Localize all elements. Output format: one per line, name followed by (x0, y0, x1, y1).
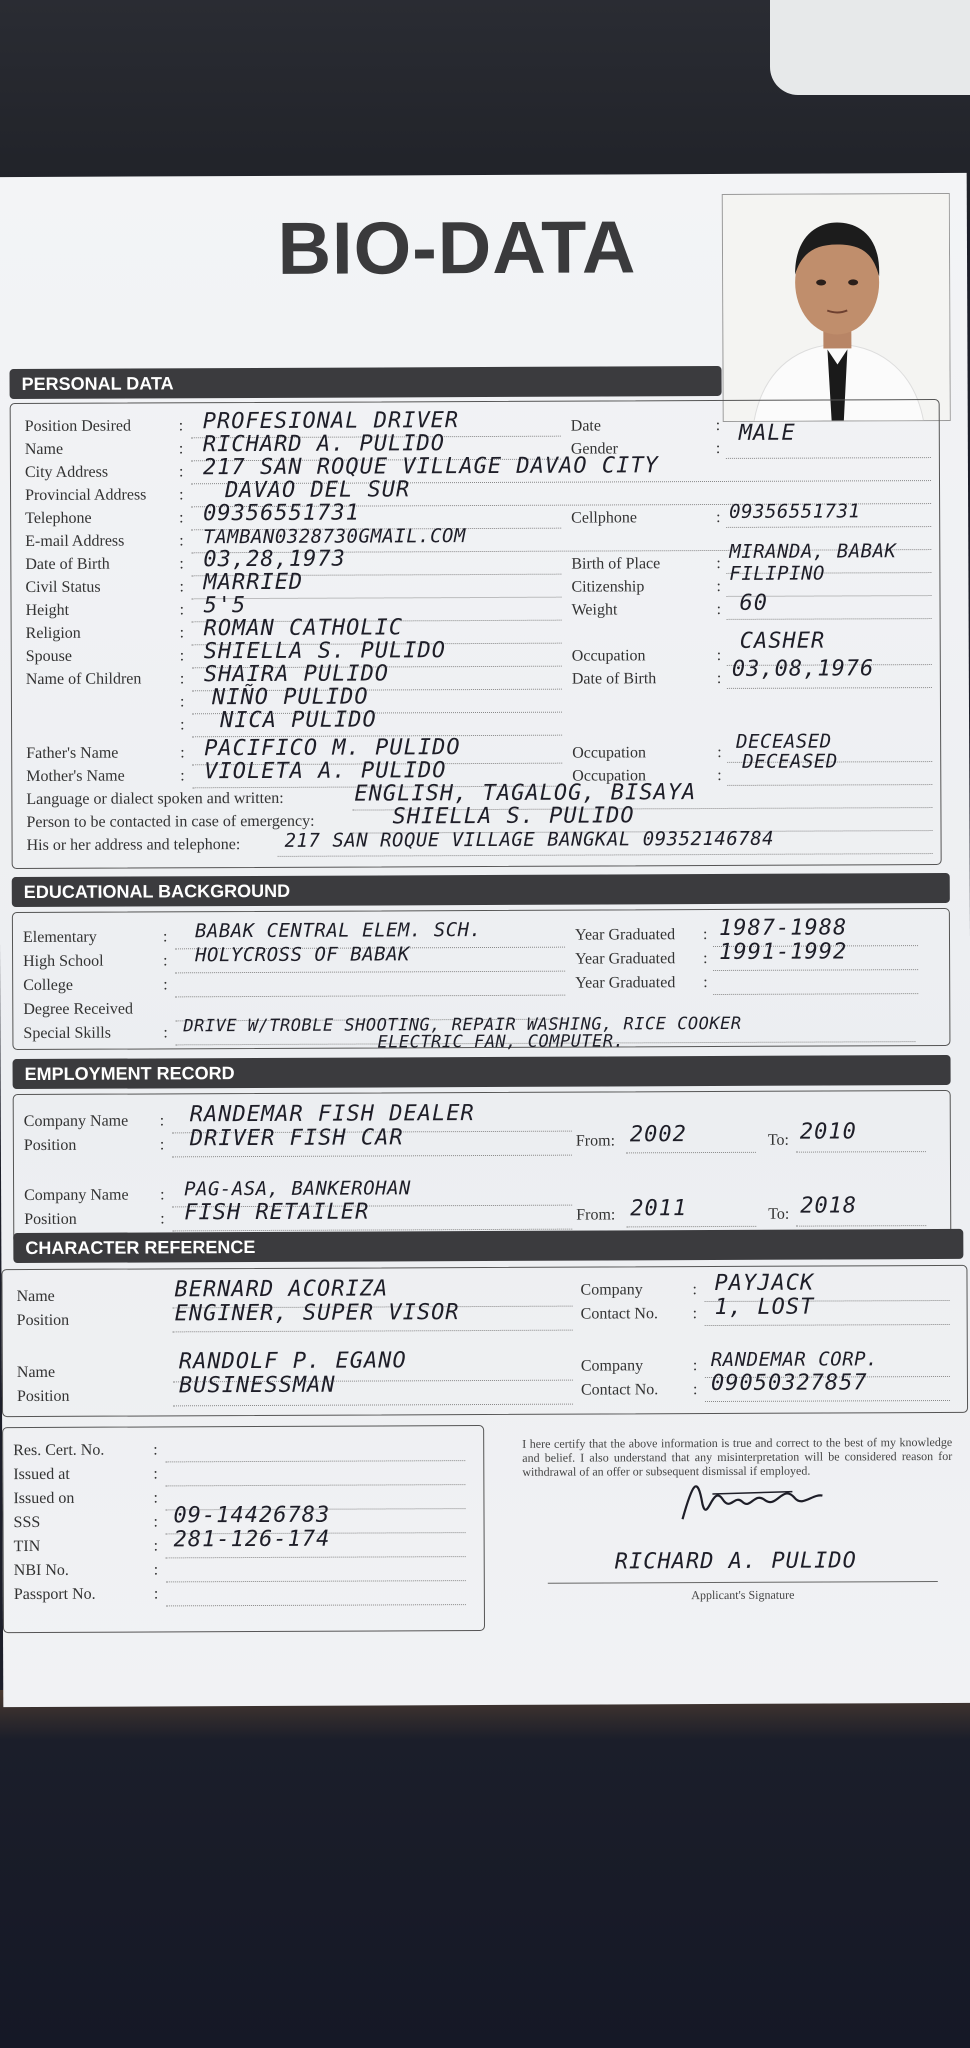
biodata-form (0, 173, 970, 1707)
colon: : (180, 716, 185, 734)
label-position: Position (24, 1210, 77, 1229)
value-from-2: 2011 (630, 1196, 688, 1222)
applicant-photo (722, 193, 951, 422)
label-spouse: Spouse (25, 647, 73, 666)
label-from: From: (576, 1206, 616, 1224)
value-citizenship: FILIPINO (729, 562, 825, 585)
colon: : (692, 1357, 698, 1375)
value-child-2: NIÑO PULIDO (211, 684, 369, 711)
value-from-1: 2002 (629, 1122, 687, 1148)
label-elementary: Elementary (22, 928, 97, 947)
colon: : (717, 743, 722, 761)
label-civil-status: Civil Status (25, 578, 101, 597)
colon: : (153, 1465, 158, 1483)
colon: : (178, 417, 184, 435)
field-line (278, 853, 933, 857)
label-company-name: Company Name (23, 1112, 129, 1131)
label-telephone: Telephone (25, 509, 92, 528)
value-weight: 60 (739, 590, 769, 616)
value-emergency: SHIELLA S. PULIDO (392, 803, 635, 830)
colon: : (160, 1210, 165, 1228)
label-citizenship: Citizenship (571, 578, 645, 596)
label-gender: Gender (570, 440, 618, 458)
value-ref-position-1: ENGINER, SUPER VISOR (174, 1300, 460, 1327)
value-ref-name-2: RANDOLF P. EGANO (178, 1348, 407, 1375)
colon: : (715, 416, 721, 434)
label-from: From: (575, 1132, 616, 1150)
value-high-school: HOLYCROSS OF BABAK (195, 943, 411, 967)
value-to-2: 2018 (800, 1193, 858, 1219)
field-line (175, 971, 565, 974)
value-elementary: BABAK CENTRAL ELEM. SCH. (194, 919, 482, 943)
value-skills-line-2: ELECTRIC FAN, COMPUTER. (377, 1031, 625, 1053)
colon: : (160, 1186, 165, 1204)
value-ref-name-1: BERNARD ACORIZA (174, 1276, 389, 1303)
signature-line (548, 1581, 938, 1584)
label-ref-company: Company (580, 1357, 644, 1375)
colon: : (178, 440, 184, 458)
label-spouse-dob: Date of Birth (571, 670, 657, 688)
label-city-address: City Address (24, 463, 109, 482)
label-ref-company: Company (580, 1281, 643, 1299)
value-height: 5'5 (203, 593, 247, 619)
colon: : (179, 601, 185, 619)
value-email: TAMBAN0328730GMAIL.COM (203, 525, 466, 549)
value-religion: ROMAN CATHOLIC (203, 615, 404, 642)
colon: : (702, 926, 708, 944)
value-spouse: SHIELLA S. PULIDO (203, 638, 446, 665)
label-provincial-address: Provincial Address (25, 486, 147, 505)
section-header-personal: PERSONAL DATA (10, 366, 722, 399)
value-sss: 09-14426783 (173, 1502, 331, 1529)
employment-box (13, 1090, 952, 1244)
label-position-desired: Position Desired (24, 417, 132, 436)
value-emergency-address: 217 SAN ROQUE VILLAGE BANGKAL 09352146784 (284, 827, 775, 852)
background-floor (0, 1690, 970, 2048)
label-high-school: High School (23, 952, 104, 971)
label-year-graduated: Year Graduated (574, 926, 676, 944)
signature-caption: Applicant's Signature (691, 1587, 795, 1603)
field-line (727, 618, 932, 620)
label-tin: TIN (13, 1537, 41, 1556)
value-ref-contact-1: 1, LOST (714, 1294, 815, 1321)
certification-text: I here certify that the above information is true and correct to the best of my knowledge and belief. I also understand that any misinterpretation will be considered reason for withdrawal of an offer or subsequent dismissal if employed. (522, 1434, 953, 1479)
colon: : (716, 554, 721, 572)
label-mother-occupation: Occupation (572, 767, 647, 785)
field-line (796, 1151, 926, 1153)
value-ref-company-2: RANDEMAR CORP. (710, 1348, 879, 1372)
colon: : (692, 1305, 698, 1323)
value-gender: MALE (738, 420, 796, 446)
label-ref-name: Name (16, 1287, 55, 1306)
value-city-address: 217 SAN ROQUE VILLAGE DAVAO CITY (202, 453, 659, 481)
field-line (705, 1400, 950, 1402)
colon: : (179, 693, 185, 711)
value-telephone: 09356551731 (203, 500, 360, 527)
label-year-graduated: Year Graduated (575, 950, 676, 968)
field-line (713, 993, 918, 995)
value-mother-occupation: DECEASED (742, 750, 838, 773)
value-child-1: SHAIRA PULIDO (203, 661, 390, 688)
colon: : (179, 555, 184, 573)
label-ref-contact: Contact No. (580, 1381, 659, 1399)
label-name: Name (24, 440, 64, 459)
colon: : (153, 1585, 159, 1603)
colon: : (703, 950, 708, 968)
colon: : (692, 1381, 698, 1399)
colon: : (715, 439, 721, 457)
colon: : (153, 1489, 158, 1507)
colon: : (179, 670, 185, 688)
label-skills: Special Skills (23, 1024, 112, 1043)
field-line (173, 1404, 573, 1407)
background-tape (770, 0, 970, 95)
field-line (192, 597, 562, 600)
label-date: Date (570, 417, 601, 435)
label-cellphone: Cellphone (571, 509, 637, 527)
field-line (626, 1226, 756, 1228)
value-cellphone: 09356551731 (729, 500, 861, 523)
value-name: RICHARD A. PULIDO (202, 431, 446, 458)
value-child-3: NICA PULIDO (219, 707, 377, 734)
colon: : (179, 624, 185, 642)
field-line (727, 784, 932, 786)
colon: : (716, 577, 721, 595)
colon: : (179, 578, 184, 596)
colon: : (163, 976, 168, 994)
colon: : (153, 1513, 159, 1531)
field-line (172, 1155, 572, 1158)
label-issued-at: Issued at (13, 1465, 70, 1484)
label-emergency-address: His or her address and telephone: (26, 836, 241, 854)
label-father: Father's Name (26, 744, 119, 763)
value-birth-place: MIRANDA, BABAK (729, 540, 897, 563)
value-ref-company-1: PAYJACK (714, 1270, 815, 1297)
value-to-1: 2010 (799, 1119, 857, 1145)
colon: : (178, 463, 184, 481)
colon: : (703, 974, 708, 992)
colon: : (153, 1537, 159, 1555)
label-passport: Passport No. (13, 1585, 96, 1604)
value-company-1: RANDEMAR FISH DEALER (189, 1101, 475, 1128)
colon: : (692, 1281, 698, 1299)
value-skills-line-1: DRIVE W/TROBLE SHOOTING, REPAIR WASHING, RICE COOKER (183, 1013, 742, 1037)
value-high-school-year: 1991-1992 (719, 939, 848, 965)
field-line (713, 969, 918, 971)
value-ref-contact-2: 09050327857 (710, 1370, 868, 1397)
field-line (165, 1460, 465, 1462)
colon: : (180, 744, 185, 762)
value-date-of-birth: 03,28,1973 (203, 546, 346, 573)
field-line (727, 687, 932, 689)
value-company-2: PAG-ASA, BANKEROHAN (184, 1177, 411, 1201)
value-father: PACIFICO M. PULIDO (204, 735, 461, 762)
field-line (165, 1484, 465, 1486)
value-provincial-address: DAVAO DEL SUR (224, 477, 411, 504)
field-line (726, 457, 931, 459)
colon: : (717, 766, 722, 784)
colon: : (153, 1561, 159, 1579)
label-birth-place: Birth of Place (571, 555, 661, 573)
applicant-signature-mark (672, 1463, 852, 1534)
label-weight: Weight (571, 601, 618, 619)
label-sss: SSS (13, 1513, 41, 1532)
colon: : (179, 532, 184, 550)
label-company-name: Company Name (24, 1186, 129, 1205)
colon: : (716, 646, 722, 664)
value-position-desired: PROFESIONAL DRIVER (202, 408, 460, 435)
field-line (173, 1330, 573, 1333)
colon: : (179, 486, 184, 504)
colon: : (716, 669, 722, 687)
ids-box (2, 1425, 485, 1633)
label-spouse-occupation: Occupation (571, 647, 646, 665)
label-to: To: (767, 1131, 790, 1149)
label-ref-contact: Contact No. (580, 1305, 658, 1323)
value-spouse-dob: 03,08,1976 (731, 656, 875, 682)
reference-box (1, 1265, 968, 1417)
value-spouse-occupation: CASHER (739, 628, 826, 654)
label-height: Height (25, 601, 70, 620)
field-line (726, 526, 931, 528)
label-res-cert: Res. Cert. No. (13, 1441, 105, 1460)
field-line (175, 995, 565, 998)
section-header-education: EDUCATIONAL BACKGROUND (12, 873, 950, 907)
label-degree: Degree Received (23, 1000, 134, 1019)
colon: : (179, 509, 184, 527)
field-line (796, 1225, 926, 1227)
colon: : (159, 1112, 165, 1130)
label-nbi: NBI No. (13, 1561, 69, 1580)
value-language: ENGLISH, TAGALOG, BISAYA (354, 780, 697, 807)
section-header-employment: EMPLOYMENT RECORD (13, 1055, 951, 1089)
colon: : (716, 600, 722, 618)
colon: : (163, 1024, 168, 1042)
label-ref-name: Name (16, 1363, 56, 1382)
label-ref-position: Position (16, 1311, 70, 1330)
label-children: Name of Children (25, 670, 142, 689)
label-language: Language or dialect spoken and written: (26, 789, 284, 808)
label-year-graduated: Year Graduated (575, 974, 676, 992)
value-elementary-year: 1987-1988 (718, 915, 848, 941)
field-line (626, 1152, 756, 1154)
colon: : (159, 1136, 165, 1154)
field-line (166, 1580, 466, 1582)
label-position: Position (23, 1136, 77, 1155)
field-line (166, 1556, 466, 1558)
value-father-occupation: DECEASED (736, 730, 832, 753)
colon: : (163, 952, 168, 970)
label-date-of-birth: Date of Birth (25, 555, 110, 574)
education-box (12, 908, 951, 1053)
label-emergency: Person to be contacted in case of emergency: (26, 812, 315, 831)
value-ref-position-2: BUSINESSMAN (178, 1372, 336, 1399)
colon: : (162, 928, 168, 946)
label-father-occupation: Occupation (572, 744, 646, 762)
label-issued-on: Issued on (13, 1489, 75, 1508)
label-email: E-mail Address (25, 532, 125, 551)
colon: : (180, 767, 185, 785)
value-position-2: FISH RETAILER (184, 1199, 370, 1226)
value-civil-status: MARRIED (203, 569, 304, 596)
colon: : (716, 508, 721, 526)
label-college: College (23, 976, 73, 995)
label-religion: Religion (25, 624, 81, 643)
label-mother: Mother's Name (26, 767, 125, 785)
colon: : (179, 647, 185, 665)
value-position-1: DRIVER FISH CAR (189, 1125, 404, 1152)
field-line (166, 1604, 466, 1606)
document-title: BIO-DATA (277, 205, 637, 290)
label-ref-position: Position (16, 1387, 70, 1406)
value-tin: 281-126-174 (173, 1526, 331, 1553)
section-header-reference: CHARACTER REFERENCE (13, 1229, 963, 1263)
field-line (705, 1324, 950, 1326)
personal-data-box (10, 399, 942, 869)
label-to: To: (768, 1205, 790, 1223)
colon: : (153, 1441, 158, 1459)
value-mother: VIOLETA A. PULIDO (204, 758, 447, 785)
applicant-name: RICHARD A. PULIDO (614, 1548, 857, 1575)
